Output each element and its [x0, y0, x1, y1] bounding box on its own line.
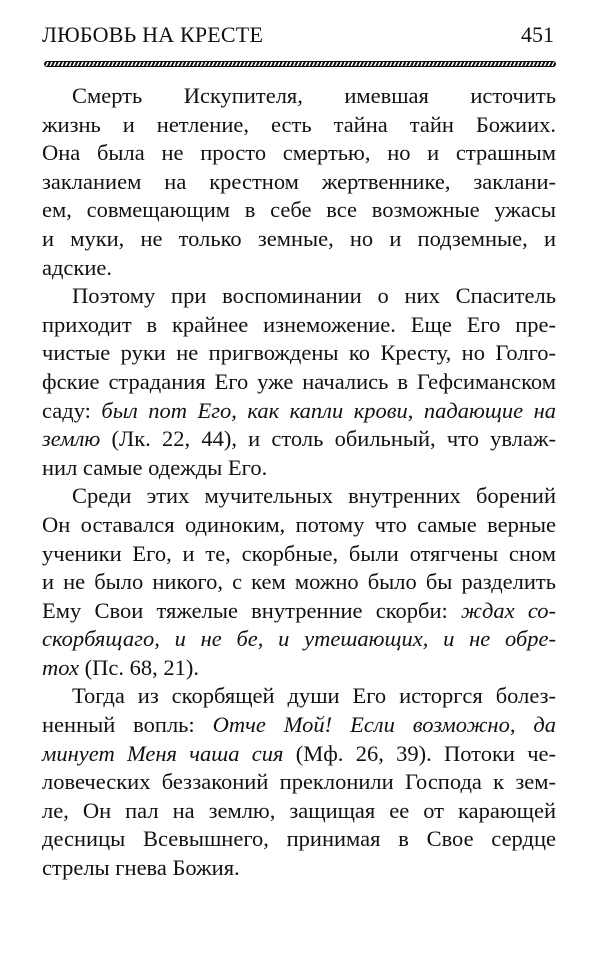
text-line	[42, 711, 556, 740]
text-span: ловеческих беззаконий преклонили Господа к зем-	[42, 769, 556, 795]
text-line	[42, 797, 556, 826]
text-line	[42, 368, 556, 397]
text-span: Среди этих мучительных внутренних борений	[72, 483, 556, 509]
italic-quote: тох	[42, 654, 80, 680]
page-number: 451	[521, 22, 554, 47]
text-span: (Лк. 22, 44), и столь обильный, что увлаж-	[100, 426, 556, 452]
paragraph	[42, 282, 556, 482]
text-span: (Пс. 68, 21).	[79, 654, 200, 680]
text-line	[42, 768, 556, 797]
text-line	[42, 397, 556, 426]
text-line	[42, 568, 556, 597]
paragraph	[42, 482, 556, 682]
text-line	[42, 111, 556, 140]
italic-quote: Отче Мой! Если возможно, да	[212, 712, 556, 738]
text-line	[42, 196, 556, 225]
text-line	[42, 82, 556, 111]
text-line	[42, 339, 556, 368]
italic-quote: минует Меня чаша сия	[42, 740, 284, 766]
text-span: адские.	[42, 254, 113, 280]
text-span: Она была не просто смертью, но и страшным	[42, 140, 556, 166]
text-line	[42, 282, 556, 311]
text-line	[42, 225, 556, 254]
text-span: Он оставался одиноким, потому что самые верные	[42, 511, 556, 537]
text-span: ле, Он пал на землю, защищая ее от карающей	[42, 797, 556, 823]
text-span: приходит в крайнее изнеможение. Еще Его пре-	[42, 311, 556, 337]
text-span: Тогда из скорбящей души Его исторгся болез-	[72, 683, 556, 709]
page-header	[42, 20, 556, 50]
text-span: и муки, не только земные, но и подземные, и	[42, 225, 556, 251]
text-line	[42, 540, 556, 569]
text-line	[42, 654, 556, 683]
text-line	[42, 311, 556, 340]
text-line	[42, 254, 556, 283]
text-span: стрелы гнева Божия.	[42, 855, 240, 881]
body-text	[42, 82, 556, 883]
text-span: нил самые одежды Его.	[42, 454, 268, 480]
italic-quote: был пот Его, как капли крови, падающие на	[101, 397, 556, 423]
running-title: ЛЮБОВЬ НА КРЕСТЕ	[42, 22, 264, 47]
text-line	[42, 482, 556, 511]
text-span: (Мф. 26, 39). Потоки че-	[283, 740, 556, 766]
text-line	[42, 740, 556, 769]
text-span: фские страдания Его уже начались в Гефсиманском	[42, 368, 556, 394]
text-span: Ему Свои тяжелые внутренние скорби:	[42, 597, 462, 623]
text-span: ем, совмещающим в себе все возможные ужасы	[42, 197, 556, 223]
text-line	[42, 625, 556, 654]
text-span: закланием на крестном жертвеннике, заклани-	[42, 168, 556, 194]
decorative-rope-rule	[44, 61, 556, 67]
text-line	[42, 168, 556, 197]
text-span: жизнь и нетление, есть тайна тайн Божиих.	[42, 111, 556, 137]
text-line	[42, 854, 556, 883]
text-line	[42, 139, 556, 168]
text-line	[42, 454, 556, 483]
text-line	[42, 597, 556, 626]
italic-quote: землю	[42, 426, 101, 452]
text-span: и не было никого, с кем можно было бы разделить	[42, 569, 556, 595]
text-span: Смерть Искупителя, имевшая источить	[72, 83, 556, 108]
text-span: саду:	[42, 397, 102, 423]
text-span: ученики Его, и те, скорбные, были отягчены сном	[42, 540, 556, 566]
text-line	[42, 682, 556, 711]
paragraph	[42, 682, 556, 882]
text-span: чистые руки не пригвождены ко Кресту, но Голго-	[42, 340, 556, 366]
text-span: Поэтому при воспоминании о них Спаситель	[72, 283, 556, 309]
italic-quote: скорбящаго, и не бе, и утешающих, и не обре-	[42, 626, 556, 652]
text-line	[42, 511, 556, 540]
text-span: десницы Всевышнего, принимая в Свое сердце	[42, 826, 556, 852]
text-span: ненный вопль:	[42, 712, 213, 738]
text-line	[42, 825, 556, 854]
italic-quote: ждах со-	[461, 597, 557, 623]
paragraph	[42, 82, 556, 282]
text-line	[42, 425, 556, 454]
